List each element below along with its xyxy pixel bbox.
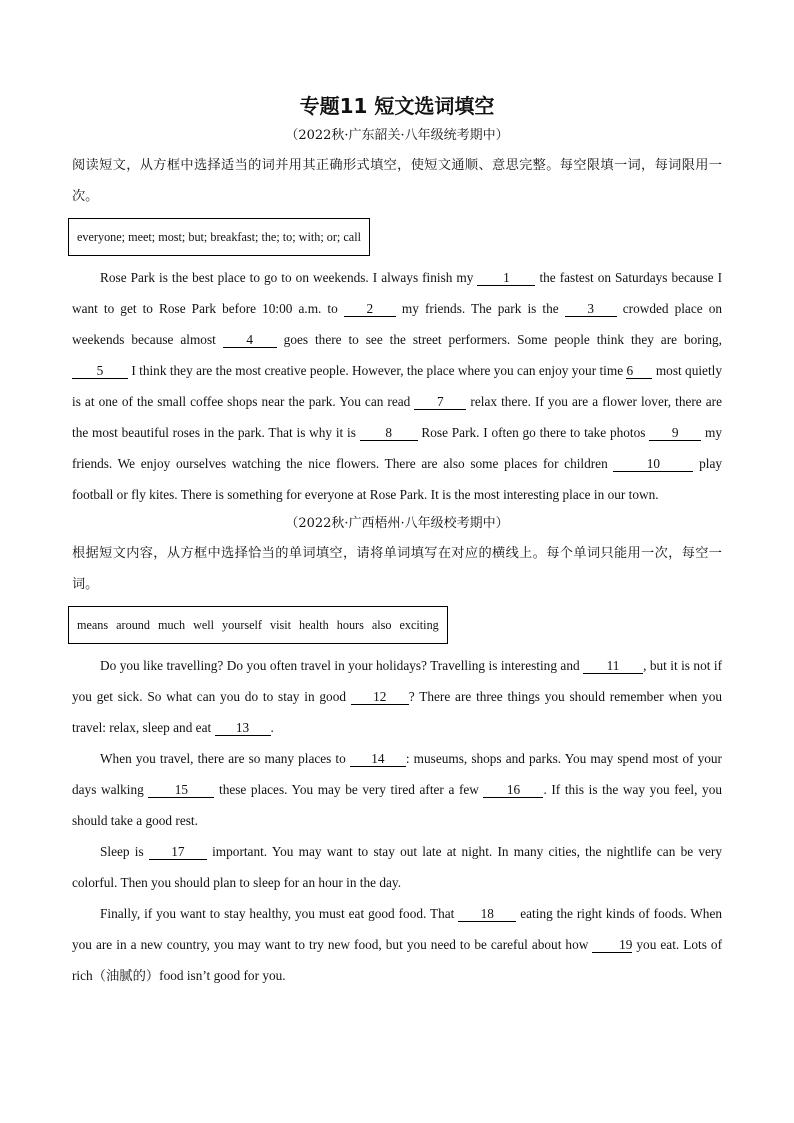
blank-13[interactable]: 13 [215, 720, 271, 736]
section2-paragraph-3 [72, 836, 722, 898]
section2-instruction: 根据短文内容，从方框中选择恰当的单词填空，请将单词填写在对应的横线上。每个单词只能用一次，每空一词。 [72, 546, 722, 592]
passage-text: . If this is the way you feel, you should take a good rest. [72, 782, 722, 828]
word-option: visit [269, 618, 291, 632]
blank-11[interactable]: 11 [583, 658, 643, 674]
passage-text: relax there. If you are a flower lover, there are the most beautiful roses in the park. That is why it is [72, 394, 722, 440]
passage-text: my friends. The park is the [395, 301, 565, 316]
passage-text: these places. You may be very tired after a few [214, 782, 484, 797]
passage-text: : museums, shops and parks. You may spend most of your days walking [72, 751, 722, 797]
blank-18[interactable]: 18 [458, 906, 516, 922]
word-option: health [298, 618, 329, 632]
blank-6[interactable]: 6 [626, 363, 652, 379]
section2-word-box [68, 606, 448, 644]
word-option: around [116, 618, 150, 632]
passage-text: goes there to see the street performers. Some people think they are boring, [276, 332, 722, 347]
passage-text: you eat. Lots of rich（油腻的）food isn’t good for you. [72, 937, 723, 983]
passage-text: I think they are the most creative people. However, the place where you can enjoy your time [128, 363, 627, 378]
word-option: well [193, 618, 215, 632]
passage-text: my friends. We enjoy ourselves watching the nice flowers. There are also some places for children [72, 425, 722, 471]
blank-4[interactable]: 4 [223, 332, 277, 348]
passage-text: play football or fly kites. There is something for everyone at Rose Park. It is the most interesting place in our town. [72, 456, 722, 502]
section1-instruction: 阅读短文，从方框中选择适当的词并用其正确形式填空，使短文通顺、意思完整。每空限填一词，每词限用一次。 [72, 158, 722, 204]
blank-15[interactable]: 15 [148, 782, 214, 798]
passage-text: eating the right kinds of foods. When you are in a new country, you may want to try new food, but you need to be careful about how [72, 906, 722, 952]
blank-8[interactable]: 8 [360, 425, 418, 441]
word-option: exciting [399, 618, 439, 632]
passage-text: the fastest on Saturdays because I want to get to Rose Park before 10:00 a.m. to [72, 270, 723, 316]
passage-text: , but it is not if you get sick. So what can you do to stay in good [72, 658, 722, 704]
section2-paragraph-2 [72, 743, 722, 836]
section2-paragraph-1 [72, 650, 722, 743]
blank-2[interactable]: 2 [344, 301, 396, 317]
blank-10[interactable]: 10 [613, 456, 693, 472]
word-option: yourself [222, 618, 262, 632]
passage-text: Sleep is [100, 844, 149, 859]
blank-9[interactable]: 9 [649, 425, 701, 441]
word-option: much [157, 618, 186, 632]
word-option: also [371, 618, 392, 632]
passage-text: important. You may want to stay out late at night. In many cities, the nightlife can be very colorful. Then you should plan to sleep for an hour in the day. [72, 844, 722, 890]
passage-text: crowded place on weekends because almost [72, 301, 722, 347]
blank-19[interactable]: 19 [592, 937, 632, 953]
blank-16[interactable]: 16 [483, 782, 543, 798]
blank-12[interactable]: 12 [351, 689, 409, 705]
section1-word-box: everyone; meet; most; but; breakfast; the; to; with; or; call [68, 218, 370, 256]
section1-passage [72, 262, 722, 510]
passage-text: When you travel, there are so many places to [100, 751, 350, 766]
blank-3[interactable]: 3 [565, 301, 617, 317]
blank-7[interactable]: 7 [414, 394, 466, 410]
blank-14[interactable]: 14 [350, 751, 406, 767]
blank-5[interactable]: 5 [72, 363, 128, 379]
worksheet-page [72, 92, 722, 991]
section1-source: （2022秋·广东韶关·八年级统考期中） [285, 128, 509, 143]
section2-source: （2022秋·广西梧州·八年级校考期中） [285, 516, 509, 531]
section2-paragraph-4 [72, 898, 722, 991]
passage-text: Do you like travelling? Do you often travel in your holidays? Travelling is interesting and [100, 658, 584, 673]
passage-text: Finally, if you want to stay healthy, you must eat good food. That [100, 906, 459, 921]
word-option: hours [336, 618, 364, 632]
blank-1[interactable]: 1 [477, 270, 535, 286]
passage-text: Rose Park. I often go there to take photos [417, 425, 650, 440]
passage-text: Rose Park is the best place to go to on weekends. I always finish my [100, 270, 478, 285]
passage-text: . [270, 720, 274, 735]
page-title: 专题11 短文选词填空 [299, 94, 495, 118]
blank-17[interactable]: 17 [149, 844, 207, 860]
passage-text: most quietly is at one of the small coffee shops near the park. You can read [72, 363, 722, 409]
passage-text: ? There are three things you should remember when you travel: relax, sleep and eat [72, 689, 723, 735]
word-option: means [77, 618, 109, 632]
